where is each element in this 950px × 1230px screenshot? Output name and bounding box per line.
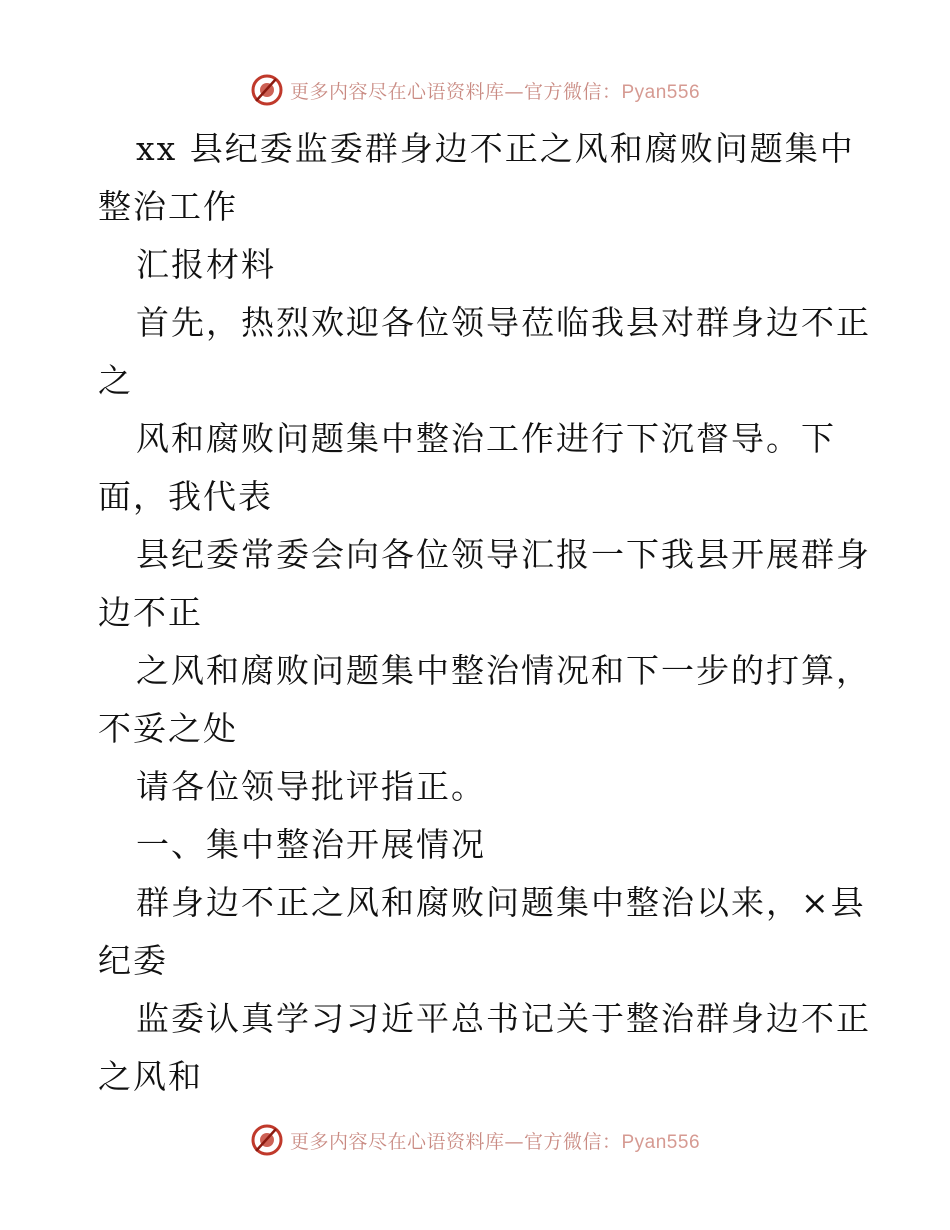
watermark-text <box>290 1127 700 1154</box>
title-line-1: xx 县纪委监委群身边不正之风和腐败问题集中 <box>136 129 855 168</box>
paragraph-line: 面，我代表 <box>98 477 273 516</box>
paragraph-line: 之 <box>98 361 133 400</box>
paragraph-line: 纪委 <box>98 941 168 980</box>
footer-watermark <box>0 1120 950 1160</box>
paragraph-line: 监委认真学习习近平总书记关于整治群身边不正 <box>136 999 871 1038</box>
watermark-label: 更多内容尽在心语资料库—官方微信： <box>289 1130 622 1153</box>
paragraph-line: 边不正 <box>98 593 203 632</box>
document-body <box>98 120 871 1106</box>
watermark-label: 更多内容尽在心语资料库—官方微信： <box>289 80 622 103</box>
watermark-logo-icon <box>250 1123 284 1157</box>
paragraph-line: 之风和 <box>98 1057 203 1096</box>
paragraph-line: 县纪委常委会向各位领导汇报一下我县开展群身 <box>136 535 871 574</box>
paragraph-line: 群身边不正之风和腐败问题集中整治以来，×县 <box>136 883 866 922</box>
header-watermark <box>0 70 950 110</box>
watermark-id: Pyan556 <box>621 1131 701 1153</box>
watermark-id: Pyan556 <box>621 81 701 103</box>
paragraph-line: 请各位领导批评指正。 <box>136 767 486 806</box>
watermark-text <box>290 77 700 104</box>
watermark-logo-icon <box>250 73 284 107</box>
paragraph-line: 之风和腐败问题集中整治情况和下一步的打算， <box>136 651 871 690</box>
paragraph-line: 不妥之处 <box>98 709 238 748</box>
paragraph-line: 风和腐败问题集中整治工作进行下沉督导。下 <box>136 419 836 458</box>
section-heading: 一、集中整治开展情况 <box>136 825 486 864</box>
title-line-2: 整治工作 <box>98 187 238 226</box>
paragraph-line: 首先，热烈欢迎各位领导莅临我县对群身边不正 <box>136 303 871 342</box>
subtitle-line: 汇报材料 <box>136 245 276 284</box>
